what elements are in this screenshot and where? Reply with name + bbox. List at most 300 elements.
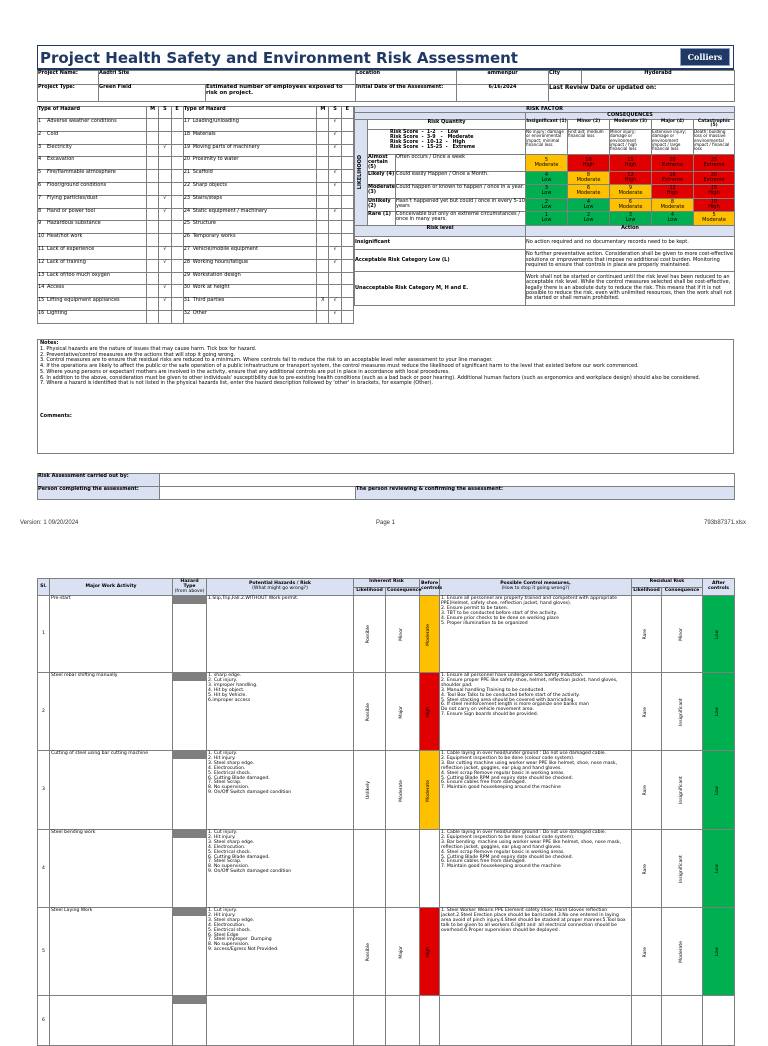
hazard-check-m[interactable]	[147, 157, 159, 170]
likelihood-description: Hasn't happened yet but could / once in every 5-10 years	[396, 198, 526, 212]
risk-cell	[568, 185, 610, 199]
hazard-check-e[interactable]	[171, 310, 183, 323]
hazard-check-s[interactable]: √	[329, 170, 341, 183]
city-label: City	[549, 71, 582, 85]
hazard-number: 32	[183, 309, 191, 316]
initial-date-value[interactable]: 6/16/2024	[457, 85, 549, 102]
hazard-check-e[interactable]	[171, 144, 183, 157]
hazard-check-s[interactable]	[329, 195, 341, 208]
risk-rating: High	[708, 190, 720, 197]
after-controls-rating: Low	[715, 864, 721, 874]
action-heading: Action	[526, 225, 735, 236]
hazard-type-cell[interactable]	[173, 751, 207, 830]
risk-rating: Low	[583, 217, 594, 224]
hazard-label: Moving parts of machinery	[192, 143, 260, 150]
hazard-row	[38, 221, 354, 234]
hazard-check-m[interactable]	[317, 119, 329, 132]
risk-score: 4	[586, 198, 591, 205]
risk-cell	[568, 154, 610, 171]
hazard-check-e[interactable]	[341, 246, 353, 259]
risk-rating: Moderate	[576, 176, 601, 183]
after-controls-rating-cell[interactable]	[703, 596, 735, 673]
hazard-check-s[interactable]: √	[159, 144, 171, 157]
hazard-type-cell[interactable]	[173, 673, 207, 751]
hazard-item	[183, 298, 317, 311]
hazard-check-m[interactable]	[147, 131, 159, 144]
note-item: 4. If the operations are likely to affect the public or the safe operation of a public infrastructure or transport system, the control measures must reduce the likelihood of significant harm to the level that existed before our work commenced.	[40, 363, 639, 369]
person-completing-field[interactable]	[160, 487, 356, 500]
potential-hazards[interactable]: 1.Slip,Trip,Fall.2.WITHOUT Work permit.	[207, 596, 354, 673]
potential-hazards[interactable]: 1. Cut injury. 2. Hit injury. 3. Steel sharp edge. 4. Electrocution. 5. Electrical shock. 6. Steel Edge 7. Steel improper Dumping 8. No supervision. 9. access/Egress Not Provided.	[207, 908, 354, 996]
inherent-likelihood-cell[interactable]	[354, 830, 386, 908]
hazard-check-s[interactable]	[329, 272, 341, 285]
hazard-check-s[interactable]: √	[329, 208, 341, 221]
hazard-label: Working hours/fatigue	[192, 258, 249, 265]
project-type-value[interactable]: Green Field	[99, 85, 206, 102]
hazard-check-m[interactable]	[147, 259, 159, 272]
hazard-item	[38, 285, 147, 298]
hazard-check-e[interactable]	[171, 195, 183, 208]
hazard-label: Flying particles/dust	[47, 194, 98, 201]
hazard-check-s[interactable]: √	[329, 119, 341, 132]
hazard-check-s[interactable]	[329, 157, 341, 170]
hazard-item	[183, 259, 317, 272]
hazard-check-s[interactable]: √	[329, 310, 341, 323]
hazard-check-m[interactable]	[317, 195, 329, 208]
hazard-check-m[interactable]	[147, 298, 159, 311]
hazard-check-e[interactable]	[171, 182, 183, 195]
hazard-check-e[interactable]	[341, 170, 353, 183]
risk-rating: Moderate	[576, 190, 601, 197]
before-controls-rating-cell[interactable]	[420, 996, 440, 1046]
before-controls-rating-cell[interactable]	[420, 908, 440, 996]
hazard-check-m[interactable]	[317, 208, 329, 221]
before-controls-rating-cell[interactable]	[420, 596, 440, 673]
hazard-check-m[interactable]	[317, 131, 329, 144]
sl-heading: Sl.	[38, 579, 50, 596]
hazard-type-grid	[173, 596, 206, 604]
hazard-item	[183, 246, 317, 259]
hazard-check-s[interactable]: √	[329, 298, 341, 311]
hazard-check-e[interactable]	[171, 272, 183, 285]
risk-rating: Moderate	[660, 203, 685, 210]
hazard-check-e[interactable]	[341, 195, 353, 208]
hazard-check-m[interactable]	[317, 272, 329, 285]
measures-sub: (How to stop it going wrong?)	[501, 586, 570, 592]
hazard-check-m[interactable]	[317, 221, 329, 234]
after-controls-rating-cell[interactable]	[703, 908, 735, 996]
hazard-label: Excavation	[47, 156, 75, 163]
hazard-check-e[interactable]	[171, 157, 183, 170]
col-s-heading-2: S	[329, 107, 341, 119]
after-controls-rating-cell[interactable]	[703, 996, 735, 1046]
hazard-type-table	[37, 106, 354, 324]
hazard-item	[38, 131, 147, 144]
hazard-check-s[interactable]	[159, 131, 171, 144]
activity-row	[38, 673, 735, 751]
control-measures[interactable]: 1. Cable laying in over head/under ground : Do not use damaged cable. 2. Equipment inspection to be done (colour code system). 3. Bar cutting machine using worker wear PPE like helmet, shoe, nose mask, reflection jacket, goggles, ear plug and hand gloves. 4. Steel scrap Remove regular basic in working areas. 5. Cutting Blade RPM and expiry date should be checked. 6. Ensure cables free from damaged. 7. Maintain good housekeeping around the machine	[440, 751, 632, 830]
notes-list	[40, 347, 731, 387]
residual-consequence-cell[interactable]	[662, 596, 703, 673]
hazard-check-e[interactable]	[171, 285, 183, 298]
hazard-check-s[interactable]: √	[159, 285, 171, 298]
hazard-type-cell[interactable]	[173, 908, 207, 996]
inherent-likelihood-cell[interactable]	[354, 996, 386, 1046]
residual-likelihood-cell[interactable]	[632, 596, 662, 673]
hazard-check-e[interactable]	[341, 272, 353, 285]
hazard-check-s[interactable]	[159, 272, 171, 285]
hazard-label: Hazardous substance	[47, 220, 101, 227]
risk-rating: Extreme	[661, 176, 684, 183]
hazard-label: Fire/flammable atmosphere	[47, 169, 116, 176]
reviewer-label: The person reviewing & confirming the assessment:	[356, 487, 735, 500]
residual-likelihood-cell[interactable]	[632, 908, 662, 996]
potential-hazards[interactable]	[207, 996, 354, 1046]
risk-level-row	[355, 271, 735, 305]
inherent-consequence-cell[interactable]	[386, 596, 420, 673]
risk-level-name: Unacceptable Risk Category M, H and E.	[355, 271, 526, 305]
hazard-check-s[interactable]	[159, 119, 171, 132]
hazard-label: Lifting equipment appliances	[47, 297, 120, 304]
carried-out-field[interactable]	[160, 474, 735, 487]
hazard-row	[38, 208, 354, 221]
residual-consequence-cell[interactable]	[662, 673, 703, 751]
project-name-value[interactable]: Aadtri Site	[99, 71, 356, 85]
inherent-likelihood-cell[interactable]	[354, 908, 386, 996]
control-measures[interactable]: 1. Steel Worker Wearin PPE Element safety shoe, Hand Gloves reflection jacket.2.Steel Erection place should be barricaded.3.No one entered in laying area avoid of pinch injury.4.Steel should be stacked at proper manner.5.Tool box talk to be given to all workers.6.light and all electrical connection should be overhead.6.Proper supervision should be deployed .	[440, 908, 632, 996]
risk-cell	[568, 212, 610, 226]
hazard-label: Lighting	[47, 309, 68, 316]
before-controls-rating-cell[interactable]	[420, 673, 440, 751]
hazard-type-slot[interactable]	[173, 915, 206, 916]
hazard-check-s[interactable]	[329, 234, 341, 247]
likelihood-description: Conceivable but only on extreme circumstances / once in many years.	[396, 212, 526, 226]
hazard-check-e[interactable]	[171, 170, 183, 183]
likelihood-level: Likely (4)	[368, 171, 396, 185]
risk-cell	[526, 212, 568, 226]
residual-likelihood: Rare	[643, 863, 649, 875]
risk-quantity-heading: Risk Quantity	[368, 119, 526, 129]
risk-rating: Extreme	[703, 161, 725, 168]
hazard-check-s[interactable]: √	[159, 259, 171, 272]
hazard-check-e[interactable]	[171, 119, 183, 132]
residual-likelihood-cell[interactable]	[632, 673, 662, 751]
inherent-consequence-cell[interactable]	[386, 996, 420, 1046]
consequence-description: Death; building loss or massive environmental impact / financial loss	[694, 129, 735, 154]
hazard-item	[38, 310, 147, 323]
hazard-type-slot[interactable]	[173, 758, 206, 759]
hazard-check-m[interactable]	[147, 310, 159, 323]
inherent-likelihood: Unlikely	[366, 781, 372, 800]
residual-consequence-heading: Consequence	[662, 587, 703, 596]
hazard-label: Static equipment / machinery	[192, 207, 268, 214]
hazard-row	[38, 144, 354, 157]
hazard-check-e[interactable]	[341, 310, 353, 323]
hazard-check-m[interactable]	[147, 285, 159, 298]
activity-name[interactable]: Cutting of steel using bar cutting machine	[50, 751, 173, 830]
inherent-likelihood: Possible	[366, 625, 372, 644]
hazard-check-m[interactable]	[147, 208, 159, 221]
risk-factor-heading: RISK FACTOR	[355, 107, 735, 113]
inherent-likelihood-heading: Likelihood	[354, 587, 386, 596]
hazard-label: Lack of training	[47, 258, 86, 265]
hazard-check-e[interactable]	[171, 298, 183, 311]
hazard-check-s[interactable]	[329, 285, 341, 298]
hazard-check-m[interactable]	[317, 170, 329, 183]
hazard-row	[38, 119, 354, 132]
hazard-check-e[interactable]	[171, 221, 183, 234]
hazard-check-e[interactable]	[341, 157, 353, 170]
hazard-number: 20	[183, 156, 191, 163]
hazard-number: 9	[38, 220, 42, 227]
initial-date-label: Initial Date of the Assessment:	[356, 85, 457, 102]
risk-score: 8	[670, 198, 675, 205]
hazard-check-m[interactable]	[317, 310, 329, 323]
consequence-description: Minor injury; damage or environment impact / high financial loss	[610, 129, 652, 154]
inherent-consequence-cell[interactable]	[386, 908, 420, 996]
hazard-type-slot[interactable]	[173, 837, 206, 838]
hazard-item	[183, 157, 317, 170]
hazard-check-m[interactable]	[317, 182, 329, 195]
consequence-heading: Insignificant (1)	[526, 119, 568, 129]
risk-cell	[694, 171, 735, 185]
hazard-row	[38, 246, 354, 259]
hazard-check-e[interactable]	[171, 259, 183, 272]
hazard-check-m[interactable]	[317, 234, 329, 247]
hazard-check-s[interactable]: √	[159, 208, 171, 221]
after-controls-rating-cell[interactable]	[703, 673, 735, 751]
likelihood-description: Could happen or known to happen / once in a year.	[396, 185, 526, 199]
activity-name[interactable]: Steel rebar shifting manually	[50, 673, 173, 751]
hazard-check-s[interactable]: √	[329, 182, 341, 195]
inherent-likelihood-cell[interactable]	[354, 673, 386, 751]
note-item: 1. Physical hazards are the nature of issues that may cause harm. Tick box for hazard.	[40, 345, 257, 352]
hazard-check-e[interactable]	[171, 131, 183, 144]
hazard-type-cell[interactable]	[173, 830, 207, 908]
hazard-check-m[interactable]	[147, 182, 159, 195]
hazard-check-m[interactable]	[147, 234, 159, 247]
hazard-label: Work at height	[192, 284, 230, 291]
hazard-check-m[interactable]	[317, 157, 329, 170]
hazard-number: 7	[38, 194, 42, 201]
hazard-check-s[interactable]	[329, 221, 341, 234]
potential-hazards-heading	[207, 579, 354, 596]
note-item: 7. Where a hazard is identified that is not listed in the physical hazards list, enter the hazard description followed by 'other' in brackets, for example (Other).	[40, 380, 434, 387]
hazard-check-m[interactable]	[147, 246, 159, 259]
risk-score: 12	[669, 185, 676, 192]
hazard-label: Hand or power tool	[47, 207, 95, 214]
hazard-check-s[interactable]: √	[329, 259, 341, 272]
hazard-check-s[interactable]	[159, 170, 171, 183]
hazard-check-s[interactable]	[159, 182, 171, 195]
hazard-type-slot[interactable]	[173, 680, 206, 681]
hazard-check-e[interactable]	[171, 234, 183, 247]
hazard-check-m[interactable]	[317, 246, 329, 259]
hazard-check-e[interactable]	[341, 259, 353, 272]
location-label: Location	[356, 71, 457, 85]
hazard-check-e[interactable]	[341, 119, 353, 132]
person-completing-label: Person completing the assessment:	[38, 487, 160, 500]
hazard-check-s[interactable]: √	[329, 131, 341, 144]
hazard-check-m[interactable]	[147, 195, 159, 208]
hazard-check-s[interactable]	[159, 310, 171, 323]
inherent-likelihood-cell[interactable]	[354, 596, 386, 673]
hazard-label: Access	[47, 284, 65, 291]
residual-consequence: Minor	[678, 628, 684, 641]
hazard-item	[38, 221, 147, 234]
hazard-number: 15	[38, 297, 45, 304]
activity-name[interactable]	[50, 996, 173, 1046]
hazard-type-slot[interactable]	[173, 1003, 206, 1004]
residual-consequence-cell[interactable]	[662, 996, 703, 1046]
activity-row	[38, 908, 735, 996]
hazard-item	[38, 119, 147, 132]
residual-consequence-cell[interactable]	[662, 751, 703, 830]
hazard-check-m[interactable]	[147, 170, 159, 183]
activity-name[interactable]: Pre-start	[50, 596, 173, 673]
hazard-type-heading-2: Type of Hazard	[183, 107, 317, 119]
hazard-check-s[interactable]: √	[159, 298, 171, 311]
hazard-check-s[interactable]: √	[329, 246, 341, 259]
potential-hazards[interactable]: 1. Cut injury. 2. Hit injury. 3. Steel sharp edge. 4. Electrocution. 5. Electrical shock. 6. Cutting Blade damaged. 7. Steel Scrap. 8. No supervision. 9. On/Off Switch damaged condition	[207, 830, 354, 908]
inherent-consequence: Major	[399, 705, 405, 719]
hazard-check-e[interactable]	[341, 208, 353, 221]
residual-likelihood-cell[interactable]	[632, 830, 662, 908]
hazard-number: 23	[183, 194, 191, 201]
hazard-check-e[interactable]	[341, 131, 353, 144]
hazard-row	[38, 170, 354, 183]
hazard-check-m[interactable]	[317, 144, 329, 157]
inherent-consequence-cell[interactable]	[386, 673, 420, 751]
hazard-check-e[interactable]	[341, 221, 353, 234]
hazard-label: Stairs/steps	[192, 194, 223, 201]
before-controls-rating: High	[426, 946, 432, 958]
potential-hazards[interactable]: 1. sharp edge. 2. Cut injury. 3. improper handling. 4. Hit by object. 5. Hit by Vehicle. 6.improper access	[207, 673, 354, 751]
hazard-check-e[interactable]	[341, 298, 353, 311]
inherent-likelihood-cell[interactable]	[354, 751, 386, 830]
hazard-type-cell[interactable]	[173, 596, 207, 673]
location-value[interactable]: ammenpur	[457, 71, 549, 85]
likelihood-row	[355, 198, 735, 212]
hazard-number: 10	[38, 233, 45, 240]
control-measures[interactable]: 1. Cable laying in over head/under ground : Do not use damaged cable. 2. Equipment inspection to be done (colour code system). 3. Bar bending machine using worker wear PPE like helmet, shoe, nose mask, reflection jacket, goggles, ear plug and hand gloves. 4. Steel scrap Remove regular basic in working areas. 5. Cutting Blade RPM and expiry date should be checked. 6. Ensure cables free from damaged. 7. Maintain good housekeeping around the machine	[440, 830, 632, 908]
inherent-consequence-cell[interactable]	[386, 830, 420, 908]
after-controls-rating: Low	[715, 707, 721, 717]
hazard-check-e[interactable]	[171, 246, 183, 259]
hazard-check-e[interactable]	[341, 285, 353, 298]
hazard-item	[183, 310, 317, 323]
hazard-check-e[interactable]	[341, 182, 353, 195]
residual-consequence: Insignificant	[678, 697, 684, 726]
employees-label: Estimated number of employees exposed to risk on project.	[206, 85, 356, 102]
before-controls-rating-cell[interactable]	[420, 830, 440, 908]
hazard-check-m[interactable]	[147, 221, 159, 234]
hazard-check-s[interactable]	[159, 234, 171, 247]
hazard-check-m[interactable]	[147, 144, 159, 157]
hazard-item	[183, 208, 317, 221]
hazard-check-s[interactable]: √	[159, 246, 171, 259]
residual-risk-heading: Residual Risk	[632, 579, 703, 588]
risk-cell	[526, 154, 568, 171]
hazard-check-m[interactable]: X	[317, 298, 329, 311]
hazard-item	[183, 170, 317, 183]
consequence-heading: Moderate (3)	[610, 119, 652, 129]
likelihood-row	[355, 154, 735, 171]
hazard-number: 27	[183, 245, 191, 252]
hazard-item	[183, 234, 317, 247]
activity-name[interactable]: Steel bending work	[50, 830, 173, 908]
control-measures[interactable]	[440, 996, 632, 1046]
activity-name[interactable]: Steel Laying Work	[50, 908, 173, 996]
before-controls-rating: High	[426, 706, 432, 718]
hazard-item	[38, 298, 147, 311]
hazard-label: Heat/hot work	[47, 233, 83, 240]
residual-consequence: Insignificant	[678, 854, 684, 883]
hazard-check-m[interactable]	[147, 272, 159, 285]
measures-title: Possible Control measures,	[500, 581, 571, 587]
hazard-check-m[interactable]	[147, 119, 159, 132]
hazard-check-m[interactable]	[317, 259, 329, 272]
residual-consequence: Insignificant	[678, 776, 684, 805]
after-controls-rating-cell[interactable]	[703, 830, 735, 908]
potential-hazards[interactable]: 1. Cut injury. 2. Hit injury. 3. Steel sharp edge. 4. Electrocution. 5. Electrical shock. 6. Cutting Blade damaged. 7. Steel Scrap. 8. No supervision. 9. On/Off Switch damaged condition	[207, 751, 354, 830]
inherent-consequence-cell[interactable]	[386, 751, 420, 830]
hazard-check-s[interactable]: √	[159, 195, 171, 208]
hazard-check-s[interactable]	[159, 157, 171, 170]
col-m-heading: M	[147, 107, 159, 119]
control-measures[interactable]: 1. Ensure all personnel are properly trained and competent with appropriate PPE(Helmet, safety shoe, reflection jacket, hand gloves). 2. Ensure permit to be taken. 3. TBT to be conducted before start of the activity. 4. Ensure prior checks to be done on working place 5. Proper illumination to be organized	[440, 596, 632, 673]
risk-score: 10	[710, 198, 718, 205]
hazard-check-e[interactable]	[171, 208, 183, 221]
risk-score: 20	[669, 156, 676, 163]
hazard-label: Other	[192, 309, 207, 316]
residual-likelihood-cell[interactable]	[632, 996, 662, 1046]
hazard-type-slot[interactable]	[173, 603, 206, 604]
city-value[interactable]: Hyderabd	[582, 71, 735, 85]
after-controls-rating-cell[interactable]	[703, 751, 735, 830]
hazard-check-s[interactable]	[159, 221, 171, 234]
risk-score: 12	[627, 171, 634, 178]
hazard-type-cell[interactable]	[173, 996, 207, 1046]
hazard-check-e[interactable]	[341, 144, 353, 157]
project-name-label: Project Name:	[38, 71, 99, 85]
row-number: 2	[38, 673, 50, 751]
hazard-type-heading: Type of Hazard	[38, 107, 147, 119]
residual-consequence-cell[interactable]	[662, 830, 703, 908]
hazard-label: Adverse weather conditions	[47, 118, 117, 124]
hazard-check-e[interactable]	[341, 234, 353, 247]
risk-score-legend: Risk Score - 1-2 - Low Risk Score - 3-9 - Moderate Risk Score - 10-12 - High Risk Score - 15-25 - Extreme	[368, 129, 526, 154]
hazard-item	[183, 195, 317, 208]
hazard-check-s[interactable]: √	[329, 144, 341, 157]
risk-rating: Moderate	[534, 161, 559, 168]
residual-likelihood-cell[interactable]	[632, 751, 662, 830]
hazard-number: 6	[38, 181, 42, 188]
hazard-row	[38, 310, 354, 323]
before-controls-rating-cell[interactable]	[420, 751, 440, 830]
hazard-number: 13	[38, 271, 45, 278]
hazard-item	[183, 285, 317, 298]
control-measures[interactable]: 1. Ensure all personnel have undergone Site Safety Induction. 2. Ensure proper PPE like safety shoe, helmet, reflection jacket, hand gloves, shoulder pad. 3. Manual handling Training to be conducted. 4. Tool Box Talks to be conducted before start of the activity. 5. Steel stacking area should be covered with barricading. 6. If steel reinforcement length is more organize one banks man Do not carry on vehicle movement area. 7. Ensure Sign boards should be provided.	[440, 673, 632, 751]
hazard-number: 14	[38, 284, 45, 291]
hazard-check-m[interactable]	[317, 285, 329, 298]
risk-score: 20	[710, 171, 718, 178]
risk-rating: High	[624, 161, 637, 168]
hazard-item	[183, 131, 317, 144]
signoff-table	[37, 473, 735, 500]
residual-consequence-cell[interactable]	[662, 908, 703, 996]
risk-score: 1	[544, 212, 549, 219]
